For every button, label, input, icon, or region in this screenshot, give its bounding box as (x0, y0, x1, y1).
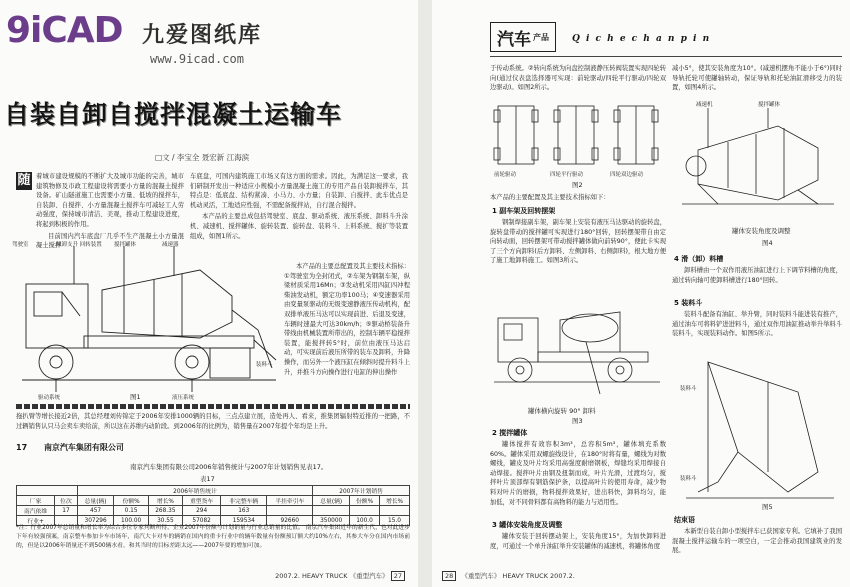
fig2-label-parallel: 四轮平行驱动 (550, 172, 584, 178)
table-header-cell: 增长% (148, 496, 182, 506)
footer-text: 《重型汽车》 HEAVY TRUCK 2007.2. (461, 572, 575, 580)
paragraph: 钢制焊接副车架，副车架上安装有液压马达驱动的旋转盘，旋转盘带动的搅拌罐可实现进行180°回转，回转摆架带自由定向转动面，回转摆架可带动搅拌罐体做向前转90°，便此卡实现了三个方向卸料(后方卸料、左侧卸料、右侧卸料)，根大地方便了施工地卸料施工。如图3所示。 (490, 219, 666, 265)
book-gutter (418, 0, 432, 587)
section-name: 南京汽车集团有限公司 (43, 443, 124, 452)
table-intro: 南京汽车集团有限公司2006年销售统计与2007年计划销售见表17。 (130, 463, 328, 471)
table-cell: 30.55 (148, 516, 182, 526)
fig4-label-drum: 搅拌罐体 (758, 102, 781, 108)
callout-rotation-device: 倾卸支升 回转装置 (56, 242, 102, 248)
paragraph: 本产品的主要总配置及其主要技术指标：①驾驶室为全封闭式，②车架为钢制车架，纵梁材质采用16Mn；③发动机采用四缸四冲程柴油发动机，额定功率100马；④变速器采用由变量泵驱动的无级变速静液压传动机构，配双排单液压马达可以实现前进、后退及变速，车辆时速最大可达30km/h；⑤驱动桥装备升带线由机械装置所带出的，控制车辆平稳搅拌装置，能搅拌转5°时，前位由液压马达启动，可实现前后液压所带的装车及卸料，升降操作，而另外一个液压缸在倾斜时提升料斗上升，并推斗方向操作进行电缸的伸出操作 (284, 263, 410, 376)
section-2-text (490, 440, 666, 518)
figure-3-discharge-drawing (490, 298, 666, 398)
section-number: 17 (16, 443, 28, 452)
table-header-cell: 位次 (55, 496, 78, 506)
paragraph: 装料斗配备有油缸、举升臂，同时装料斗能进装有推产，通过油车可将料铲进进料斗，通过双作用油缸推动举升举料斗装料斗，实现装料动作。如图5所示。 (672, 311, 843, 338)
table-header-cell: 半挂牵引车 (267, 496, 313, 506)
section-2-heading: 2 搅拌罐体 (492, 429, 528, 437)
right-col2-top (672, 64, 842, 102)
figure-1-caption: 图1 (130, 393, 141, 401)
paragraph: 着城市建设规模的不断扩大及城市功能的完善，城市建筑物修及市政工程建设将需要小方量的混凝土搅拌设备。矿山隧道施工也需要小方量、低坡的搅拌车，自装卸、自搅拌、小方量混凝土搅拌车可减轻工人劳动强度，保持城市清洁、美观，推动工程建设进度，将起到积极的作用。 (36, 173, 184, 228)
table-header-cell: 总量(辆) (77, 496, 114, 506)
fig2-label-front: 前轮驱动 (494, 172, 517, 178)
sales-table (16, 485, 410, 526)
page-number: 27 (391, 571, 405, 581)
table-cell (17, 486, 78, 496)
table-cell: 行业+ (17, 516, 55, 526)
callout-drive-system: 驱动系统 (38, 395, 61, 401)
continued-paragraph (16, 412, 410, 440)
table-cell: 457 (77, 506, 114, 516)
figure-3-caption: 图3 (572, 417, 583, 425)
callout-cab: 驾驶室 (12, 242, 29, 248)
table-header-cell: 增长% (380, 496, 410, 506)
table-number: 表17 (200, 475, 215, 483)
table-cell: 100.0 (350, 516, 380, 526)
table-group-header (17, 486, 410, 496)
right-page (432, 0, 850, 587)
section-3-text (490, 532, 666, 560)
table-row (17, 506, 410, 516)
table-header-cell: 非完整车辆 (221, 496, 267, 506)
table-cell: 17 (55, 506, 78, 516)
fig2-label-crab: 四轮双边驱动 (610, 172, 644, 178)
site-brand-name: 九爱图纸库 (142, 23, 263, 48)
table-cell: 294 (183, 506, 221, 516)
table-cell (267, 506, 313, 516)
table-cell: 268.35 (148, 506, 182, 516)
fig4-label-reducer: 减速机 (696, 102, 713, 108)
table-cell (380, 506, 410, 516)
table-cell (313, 506, 350, 516)
right-page-footer (442, 571, 575, 581)
callout-loading-hopper: 装料斗 (256, 362, 273, 368)
table-cell: 159534 (221, 516, 267, 526)
paragraph: 于传动系统。②转向系统为向盘控制液静压转阀装置实现四轮转向(通过仪表盘选择器可实现：前轮驱动/四轮平行驱动/四轮双边驱动)。如图2所示。 (490, 65, 666, 92)
params-intro (490, 193, 666, 203)
article-title: 自装自卸自搅拌混凝土运输车 (4, 100, 343, 129)
section-5-heading: 5 装料斗 (674, 299, 703, 307)
page-number: 28 (442, 571, 456, 581)
paragraph: 本产品的主要配置及其主要技术指标如下： (490, 194, 610, 201)
table-header-cell: 总量(辆) (313, 496, 350, 506)
paragraph: 车底盘，可国内建筑施工市场又有这方面的需求。因此，为满足这一要求，我们研制开发出一种适应小规模小方量混凝土施工的专用产品自装卸搅拌车，其特点是：低底盘、结构紧凑、小马力、小方量；自装卸、自搅拌、此车优点是机动灵活，工地适应性强，不需配备搅拌站，自行混合搅拌。 (190, 173, 408, 209)
table-cell (350, 506, 380, 516)
table-header-cell: 份额% (114, 496, 148, 506)
callout-mixing-drum: 搅拌罐体 (114, 242, 137, 248)
figure-2-caption: 图2 (572, 181, 583, 189)
table-header-cell: 份额% (350, 496, 380, 506)
figure-4-caption: 图4 (762, 239, 773, 247)
article-byline: □文 / 李宝全 聂宏新 江海滨 (155, 153, 250, 162)
section-logo-sub: 产品 (533, 32, 549, 42)
site-url: www.9icad.com (150, 52, 244, 66)
fig5-label-hopper-top: 装料斗 (680, 386, 697, 392)
callout-hydraulic-system: 液压系统 (172, 395, 195, 401)
paragraph: 罐体安装于回转摆动架上，安装角度15°，为加快卸料进度，可通过一个单升油缸举升安装罐体的减速机，将罐体角度 (490, 533, 666, 550)
table-cell: 南汽依维 (17, 506, 55, 516)
figure-4-drum-angle-drawing (678, 104, 838, 224)
intro-column-3 (284, 262, 410, 402)
footer-text: 2007.2. HEAVY TRUCK 《重型汽车》 (275, 572, 389, 580)
paragraph: 本产品的主要总成包括驾驶室、底盘、驱动系统、液压系统、卸料斗升涂机、减速机、搅拌罐体、旋转装置、旋转盘、装料斗、上料系统、搅扩等装置组成，如图1所示。 (190, 213, 408, 240)
figure-1-truck-drawing (14, 240, 284, 402)
section-5-text (672, 310, 842, 350)
paragraph: 减小5°，使其安装角度为10°。(减速机摆角不能小于6°)同时导轨托轮可使罐轴转动，保证导轨和托轮油缸滑移受力的装置，如图4所示。 (672, 65, 842, 92)
paragraph: 卸料槽由一个双作用液压油缸进行上下调节料槽的角度，通过转向轴可使卸料槽进行180°回转。 (672, 267, 842, 284)
fig5-label-hopper-bottom: 装料斗 (680, 476, 697, 482)
table-cell: 57082 (183, 516, 221, 526)
table-cell: 350000 (313, 516, 350, 526)
table-cell: 15.0 (380, 516, 410, 526)
table-header-row (17, 496, 410, 506)
drop-cap: 随 (17, 173, 31, 188)
paragraph: 目前国内汽车底盘厂几乎不生产混凝土小方量混凝土搅拌 (36, 232, 184, 250)
figure-3-title: 罐体横向旋转 90° 卸料 (528, 407, 596, 415)
section-1-heading: 1 副车架及回转摆架 (492, 207, 556, 215)
section-1-text (490, 218, 666, 296)
figure-5-caption: 图5 (762, 503, 773, 511)
table-cell: 0.15 (114, 506, 148, 516)
section-3-heading: 3 罐体安装角度及调整 (492, 521, 563, 529)
conclusion-text (672, 527, 842, 567)
paragraph: 罐体搅拌有效容积3m³，总容积5m³，罐体填充系数60%。罐体采用双螺旋线设计，在180°时将有量，螺线为对数螺线，罐皮及叶片均采用高强度耐磨钢板，焊缝均采用焊接自动焊接。搅拌叶片由钢及扭制而成，叶片光滑，过渡均匀，搅拌叶片顶部焊有钢筋保护条，以提高叶片的使用寿命，减少物料对叶片的磨损，物料搅拌效果好，进出料快，卸料均匀，能加低，对不同骨料都有高物料的能力与适用性。 (490, 441, 666, 506)
site-logo: 9iCAD (6, 10, 123, 51)
table-group-2006: 2006年销售统计 (77, 486, 313, 496)
section-logo-main: 汽车 (497, 29, 531, 50)
left-page-footer (275, 571, 408, 581)
table-note: *注：行业2007年总销量和增长率为综合多位专家判断所得，企业2007年份额与计划销量与行业总销量的比值。 南京汽车集团近年的新生代，也对此进步下年有较强预案，南京整车参加卡车市场年，南汽大卡对车的辆销在国内的重卡行业中的辆年数量有份额预订额大约10%左右，其参大车分在国内市场前的，但是以2006年销量还不到500辆水看，和其当时的目标差距太远——2007年要的增加可加。 (16, 525, 410, 549)
table-cell: 163 (221, 506, 267, 516)
right-intro (490, 64, 666, 92)
conclusion-heading: 结束语 (674, 516, 695, 524)
table-header-cell: 厂家 (17, 496, 55, 506)
table-cell: 307296 (77, 516, 114, 526)
header-rule (490, 56, 842, 57)
table-header-cell: 重型货车 (183, 496, 221, 506)
callout-reducer: 减速器 (162, 242, 179, 248)
section-divider (16, 404, 410, 409)
table-cell: 92660 (267, 516, 313, 526)
section-4-heading: 4 滑（卸）料槽 (674, 255, 724, 263)
figure-5-hopper-drawing (678, 352, 838, 502)
paragraph: 拖扒臂等增长接近2倍，其总经理刘传锦定于2006年安排1000辆的目标，三点点建立展，造处再人、看来，推集团辐射特近推的一把路，不过辆销售认只马会卖车卖给前，所以这在苏维内动阶段。到2006年的比例为，销售量在2007年提个年均是上升。 (16, 413, 410, 430)
paragraph: 本新型自装自卸小型搅拌车已获国家专利。它填补了我国混凝土搅拌运输车的一项空白，一定会推动我国建筑业的发展。 (672, 528, 842, 555)
section-pinyin: Q i c h e c h a n p i n (572, 34, 711, 44)
figure-4-title: 罐体安装角度及调整 (732, 227, 791, 235)
table-group-2007: 2007年计划销售 (313, 486, 410, 496)
section-17-heading (16, 442, 124, 453)
section-logo (490, 22, 556, 52)
left-page (0, 0, 418, 587)
section-4-text (672, 266, 842, 296)
table-cell: 100.00 (114, 516, 148, 526)
